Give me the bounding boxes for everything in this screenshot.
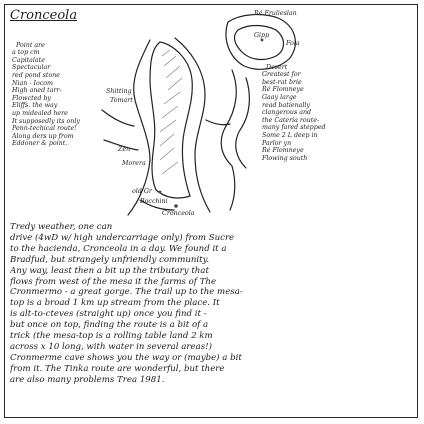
note-line: Eddoner & point. bbox=[12, 140, 68, 148]
paragraph-line: from it. The Tinka route are wonderful, but there bbox=[10, 363, 225, 374]
note-line: Point are bbox=[16, 41, 45, 49]
paragraph-line: is alt-to-cteves (straight up) once you find it - bbox=[10, 309, 207, 320]
tributary-right bbox=[206, 120, 230, 125]
note-line: Ré Flomneye bbox=[262, 147, 304, 155]
note-line: Some 2 L deep in bbox=[262, 131, 318, 139]
note-line: best-rat brie bbox=[262, 78, 302, 86]
right-ridge-3 bbox=[230, 166, 235, 210]
map-label-bocchini: Bocchini bbox=[140, 198, 168, 205]
note-line: It supposedly its only bbox=[12, 117, 80, 125]
top-right-contour-2 bbox=[235, 26, 284, 60]
paragraph-line: but once on top, finding the route is a bit of a bbox=[10, 320, 209, 331]
map-label-tomart: Tomart bbox=[110, 97, 133, 104]
note-line: Parlor yn bbox=[262, 139, 292, 147]
map-label-shitting: Shitting bbox=[106, 88, 132, 95]
note-line: the Cateria route- bbox=[262, 116, 320, 124]
river-outer-right bbox=[175, 38, 210, 212]
note-line: Along ders up from bbox=[12, 132, 74, 140]
paragraph-line: Cronmermo - a great gorge. The trail up to the mesa- bbox=[10, 287, 243, 298]
paragraph-line: are also many problems Trea 1981. bbox=[10, 374, 165, 385]
note-line: Penn-techical route! bbox=[12, 125, 77, 133]
note-line: Nian - Iocom bbox=[12, 79, 54, 87]
note-line: Eliffs. the way bbox=[12, 102, 58, 110]
note-line: Desert bbox=[266, 63, 288, 71]
right-ridge-2 bbox=[236, 78, 250, 168]
paragraph-line: drive (4wD w/ high undercarriage only) from Sucre bbox=[10, 232, 235, 243]
note-line: Greatest for bbox=[262, 71, 301, 79]
note-line: many fared stepped bbox=[262, 124, 326, 132]
note-line: Gaay large bbox=[262, 93, 297, 101]
note-line: up midealed here bbox=[12, 109, 68, 117]
bocchini-marker bbox=[159, 191, 162, 194]
map-label-cronceola: Cronceola bbox=[162, 210, 195, 217]
cronceola-marker bbox=[174, 204, 178, 208]
note-line: Capitalate bbox=[12, 56, 45, 64]
note-line: clangerous and bbox=[262, 109, 312, 117]
note-line: read batienally bbox=[262, 101, 310, 109]
map-label-old-gr: old Gr bbox=[132, 188, 152, 195]
paragraph-line: top is a broad 1 km up stream from the place. It bbox=[10, 298, 220, 309]
travel-notes-paragraph bbox=[10, 222, 402, 386]
map-label-top-right-3: Fola bbox=[286, 40, 300, 47]
paragraph-line: to the hacienda, Cronceola in a day. We found it a bbox=[10, 243, 227, 254]
map-note-right bbox=[262, 56, 326, 162]
note-line: red pond stone bbox=[12, 71, 61, 79]
paragraph-line: Tredy weather, one can bbox=[10, 222, 113, 232]
tributary-left bbox=[102, 110, 134, 126]
note-line: Ré Flomneye bbox=[262, 86, 304, 94]
map-label-morera: Morera bbox=[122, 160, 146, 167]
paragraph-line: across x 10 long, with water in several areas!) bbox=[10, 341, 212, 352]
note-line: Flowing south bbox=[262, 154, 308, 162]
page-title: Cronceola bbox=[10, 8, 78, 23]
map-label-zen: Zen bbox=[118, 146, 131, 153]
note-line: a top cm bbox=[12, 49, 40, 57]
map-label-top-right-1: Ré Frulieslan bbox=[254, 10, 297, 17]
note-line: Flowcted by bbox=[12, 94, 51, 102]
paragraph-line: flows from west of the mesa it the farms of The bbox=[10, 276, 217, 287]
map-note-left bbox=[12, 34, 80, 148]
paragraph-line: Bradfud, but strangely unfriendly community. bbox=[10, 254, 210, 265]
right-ridge-1 bbox=[221, 70, 236, 166]
map-label-top-right-2: Gipp bbox=[254, 32, 270, 39]
paragraph-line: Any way, least then a bit up the tributary that bbox=[10, 265, 209, 276]
mesa-outline bbox=[150, 42, 192, 198]
note-line: High aned tarr- bbox=[12, 87, 62, 95]
paragraph-line: trick (the mesa-top is a rolling table land 2 km bbox=[10, 331, 213, 342]
paragraph-line: Cronmerme cave shows you the way or (maybe) a bit bbox=[10, 352, 242, 363]
note-line: Spectacular bbox=[12, 64, 51, 72]
